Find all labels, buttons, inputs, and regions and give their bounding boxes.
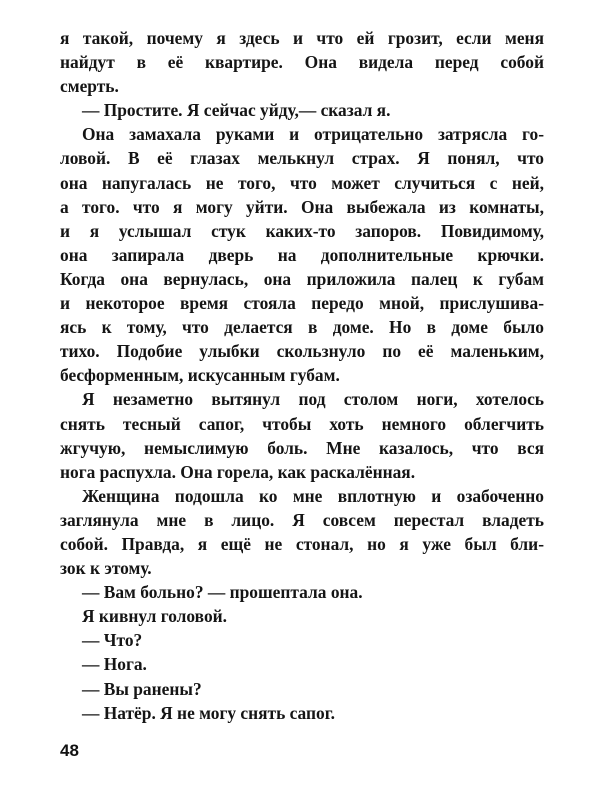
text-line: Когда она вернулась, она приложила палец к губам: [60, 268, 544, 289]
text-line: ловой. В её глазах мелькнул страх. Я понял, что: [60, 148, 544, 169]
paragraph-4: [60, 387, 544, 483]
text-line: нога распухла. Она горела, как раскалённая.: [60, 461, 416, 482]
text-line: Я кивнул головой.: [82, 606, 228, 627]
text-line: — Простите. Я сейчас уйду,— сказал я.: [82, 100, 391, 121]
text-line: она запирала дверь на дополнительные крючки.: [60, 244, 544, 265]
text-line: бесформенным, искусанным губам.: [60, 365, 340, 386]
paragraph-5: [60, 484, 544, 580]
dialogue-2: [60, 604, 544, 628]
dialogue-1: [60, 580, 544, 604]
text-line: снять тесный сапог, чтобы хоть немного облегчить: [60, 413, 544, 434]
text-line: а того. что я могу уйти. Она выбежала из комнаты,: [60, 196, 544, 217]
text-line: Женщина подошла ко мне вплотную и озабоченно: [82, 485, 544, 506]
text-line: Она замахала руками и отрицательно затрясла го-: [82, 124, 544, 145]
text-line: и некоторое время стояла передо мной, прислушива-: [60, 293, 544, 314]
text-line: — Вы ранены?: [82, 678, 202, 699]
text-line: собой. Правда, я ещё не стонал, но я уже был бли-: [60, 533, 544, 554]
paragraph-1: [60, 26, 544, 98]
text-line: — Вам больно? — прошептала она.: [82, 582, 363, 603]
paragraph-2: [60, 98, 544, 122]
text-line: она напугалась не того, что может случиться с ней,: [60, 172, 544, 193]
dialogue-4: [60, 652, 544, 676]
text-line: и я услышал стук каких-то запоров. Повидимому,: [60, 220, 544, 241]
text-line: ясь к тому, что делается в доме. Но в доме было: [60, 317, 544, 338]
text-line: — Нога.: [82, 654, 147, 675]
paragraph-3: [60, 122, 544, 387]
text-line: найдут в её квартире. Она видела перед собой: [60, 52, 544, 73]
text-line: зок к этому.: [60, 558, 152, 579]
dialogue-3: [60, 628, 544, 652]
text-line: смерть.: [60, 76, 119, 97]
text-line: тихо. Подобие улыбки скользнуло по её маленьким,: [60, 341, 544, 362]
text-line: — Натёр. Я не могу снять сапог.: [82, 702, 336, 723]
dialogue-6: [60, 701, 544, 725]
text-line: я такой, почему я здесь и что ей грозит, если меня: [60, 28, 544, 48]
text-line: заглянула мне в лицо. Я совсем перестал владеть: [60, 509, 544, 530]
page-text: [60, 26, 544, 725]
text-line: — Что?: [82, 630, 143, 651]
text-line: Я незаметно вытянул под столом ноги, хотелось: [82, 389, 544, 410]
dialogue-5: [60, 677, 544, 701]
text-line: жгучую, немыслимую боль. Мне казалось, что вся: [60, 437, 544, 458]
page-number: 48: [60, 741, 79, 760]
